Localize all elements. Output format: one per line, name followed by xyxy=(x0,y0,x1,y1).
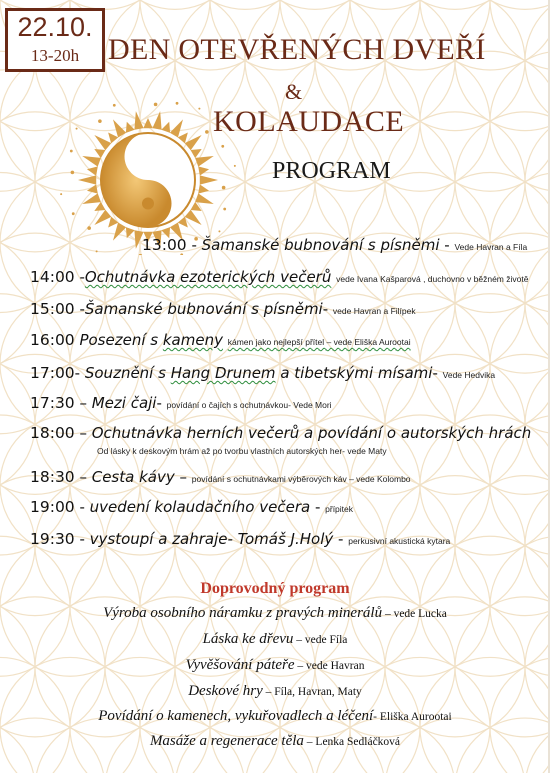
event-hours: 13-20h xyxy=(30,46,80,65)
schedule-dash: – xyxy=(74,424,92,442)
extra-item-host: – vede Havran xyxy=(294,660,365,672)
schedule-time: 16:00 xyxy=(30,331,75,349)
schedule-row xyxy=(30,498,353,516)
schedule-dash: - xyxy=(186,236,202,254)
schedule-time: 14:00 xyxy=(30,268,75,286)
extra-item-title: Masáže a regenerace těla xyxy=(149,733,304,749)
extra-item-host: – vede Fíla xyxy=(293,634,348,646)
event-title: DEN OTEVŘENÝCH DVEŘÍ xyxy=(108,33,486,66)
extra-item-title: Povídání o kamenech, vykuřovadlech a léčení xyxy=(98,708,374,724)
schedule-title-part: a tibetskými mísami xyxy=(275,364,433,382)
event-date: 22.10. xyxy=(17,12,93,42)
schedule-separator: - xyxy=(439,236,455,254)
schedule-note: perkusivní akustická kytara xyxy=(348,536,451,546)
schedule-note: vede Ivana Kašparová , duchovno v běžném životě xyxy=(336,274,529,284)
schedule-dash: - xyxy=(74,530,90,548)
event-subtitle: KOLAUDACE xyxy=(213,105,405,138)
schedule-title: Šamanské bubnování s písněmi xyxy=(201,236,440,254)
extra-program-heading: Doprovodný program xyxy=(200,580,350,597)
title-ampersand: & xyxy=(285,79,303,104)
extra-program-item xyxy=(0,631,550,648)
program-heading: PROGRAM xyxy=(272,158,391,184)
schedule-time: 18:30 xyxy=(30,468,75,486)
extra-program-item xyxy=(0,708,550,725)
extra-program-item xyxy=(0,733,550,750)
schedule-time: 19:00 xyxy=(30,498,75,516)
extra-item-host: - Eliška Aurootai xyxy=(373,711,452,723)
schedule-note: povídání o čajích s ochutnávkou- Vede Mori xyxy=(166,400,332,410)
extra-item-title: Vyvěšování páteře xyxy=(185,657,295,673)
schedule-row xyxy=(30,300,416,318)
extra-item-title: Láska ke dřevu xyxy=(202,631,294,647)
schedule-title: Ochutnávka herních večerů a povídání o autorských hrách xyxy=(91,424,532,442)
schedule-title-part: kameny xyxy=(162,331,223,349)
schedule-title-part: Hang Drunem xyxy=(170,364,276,382)
extra-item-host: – vede Lucka xyxy=(382,608,447,620)
schedule-separator: - xyxy=(333,530,349,548)
schedule-time: 17:30 xyxy=(30,394,75,412)
schedule-dash: – xyxy=(74,394,92,412)
extra-program-item xyxy=(0,657,550,674)
schedule-note: kámen jako nejlepší přítel – vede Eliška Aurootai xyxy=(227,337,411,347)
schedule-row xyxy=(30,468,411,486)
schedule-separator: – xyxy=(174,468,192,486)
schedule-dash: - xyxy=(74,364,85,382)
schedule-time: 17:00 xyxy=(30,364,75,382)
extra-program-item xyxy=(0,683,550,700)
extra-item-title: Deskové hry xyxy=(188,683,263,699)
schedule-row xyxy=(142,236,527,254)
schedule-dash: - xyxy=(74,498,90,516)
schedule-time: 18:00 xyxy=(30,424,75,442)
schedule-title: Mezi čaji xyxy=(91,394,157,412)
schedule-dash: - xyxy=(74,300,85,318)
schedule-time: 13:00 xyxy=(142,236,187,254)
schedule-separator: - xyxy=(310,498,326,516)
extra-item-title: Výroba osobního náramku z pravých minerálů xyxy=(103,605,383,621)
schedule-note: Vede Havran a Fíla xyxy=(454,242,528,252)
schedule-row xyxy=(30,268,528,286)
schedule-separator: - xyxy=(156,394,167,412)
schedule-dash: - xyxy=(74,268,85,286)
schedule-separator: - xyxy=(322,300,333,318)
schedule-time: 15:00 xyxy=(30,300,75,318)
schedule-title: Cesta kávy xyxy=(91,468,175,486)
schedule-separator: - xyxy=(432,364,443,382)
schedule-row xyxy=(30,364,495,382)
schedule-note: vede Havran a Filípek xyxy=(332,306,416,316)
schedule-title: Souznění s xyxy=(84,364,171,382)
schedule-note: Vede Hedvika xyxy=(442,370,496,380)
schedule-row xyxy=(30,424,531,442)
extra-program-item xyxy=(0,605,550,622)
schedule-title: uvedení kolaudačního večera xyxy=(89,498,311,516)
schedule-title: vystoupí a zahraje- Tomáš J.Holý xyxy=(89,530,334,548)
schedule-row xyxy=(30,530,450,548)
schedule-row xyxy=(30,394,332,412)
schedule-note: přípitek xyxy=(325,504,354,514)
schedule-time: 19:30 xyxy=(30,530,75,548)
date-box xyxy=(5,8,105,72)
schedule-subnote: Od lásky k deskovým hrám až po tvorbu vlastních autorských her- vede Maty xyxy=(97,446,387,456)
sun-yin-yang-icon xyxy=(40,95,240,255)
extra-item-host: – Lenka Sedláčková xyxy=(303,736,401,748)
schedule-dash: – xyxy=(74,468,92,486)
extra-item-host: – Fíla, Havran, Maty xyxy=(262,686,362,698)
schedule-note: povídání s ochutnávkami výběrových káv – vede Kolombo xyxy=(191,474,411,484)
schedule-title: Šamanské bubnování s písněmi xyxy=(84,300,323,318)
schedule-row xyxy=(30,331,411,349)
schedule-title: Ochutnávka ezoterických večerů xyxy=(84,268,332,286)
schedule-title: Posezení s xyxy=(79,331,163,349)
